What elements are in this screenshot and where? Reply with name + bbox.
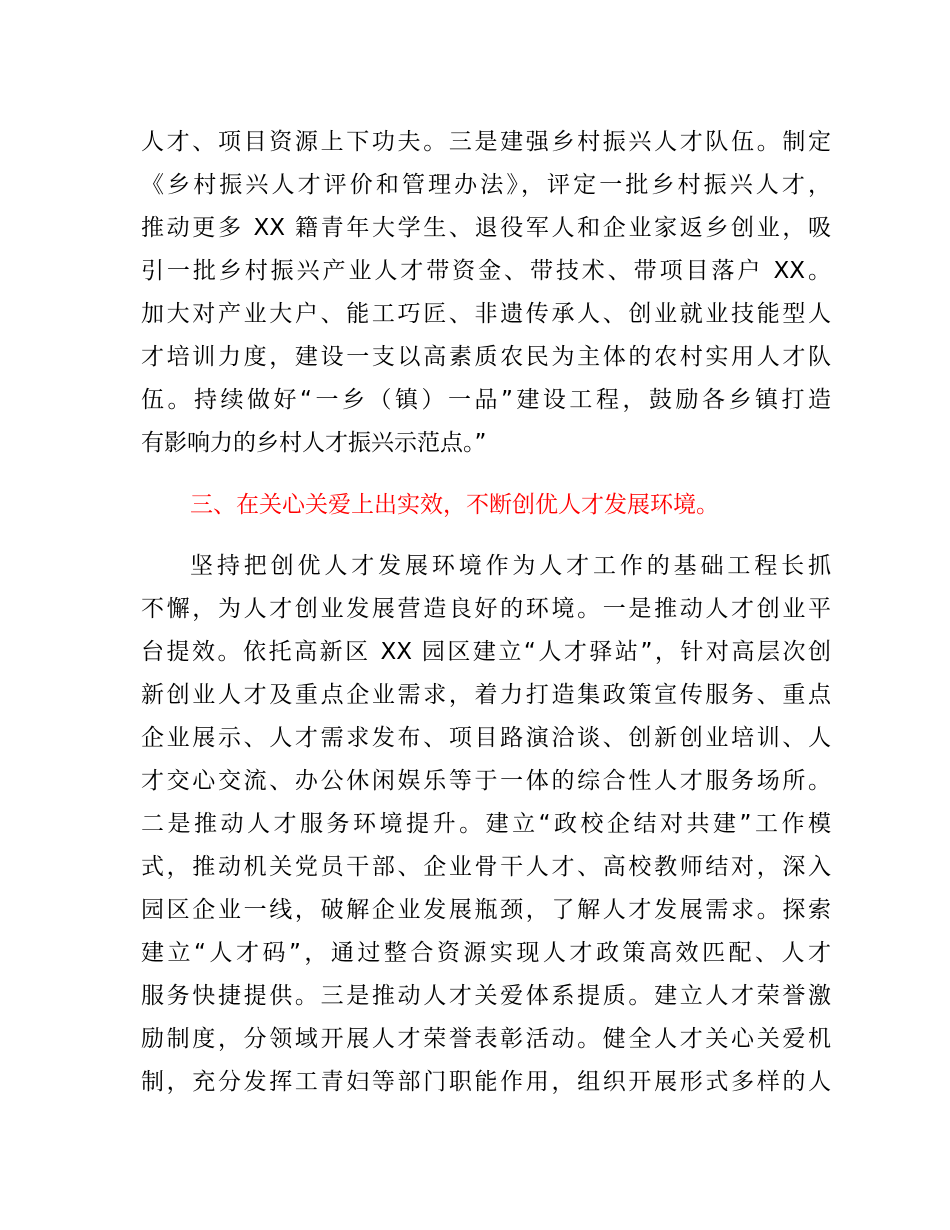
text-line: 新创业人才及重点企业需求，着力打造集政策宣传服务、重点 [141, 682, 831, 708]
text-line: 式，推动机关党员干部、企业骨干人才、高校教师结对，深入 [141, 854, 831, 880]
text-line: 台提效。依托高新区 XX 园区建立“人才驿站”，针对高层次创 [141, 639, 831, 665]
text-line: 企业展示、人才需求发布、项目路演洽谈、创新创业培训、人 [141, 725, 831, 751]
text-line: 励制度，分领域开展人才荣誉表彰活动。健全人才关心关爱机 [141, 1026, 831, 1052]
text-line: 推动更多 XX 籍青年大学生、退役军人和企业家返乡创业，吸 [141, 215, 831, 241]
text-line: 《乡村振兴人才评价和管理办法》，评定一批乡村振兴人才， [141, 172, 831, 198]
text-line: 有影响力的乡村人才振兴示范点。” [141, 430, 487, 456]
text-line: 服务快捷提供。三是推动人才关爱体系提质。建立人才荣誉激 [141, 983, 831, 1009]
text-line: 引一批乡村振兴产业人才带资金、带技术、带项目落户 XX。 [141, 258, 831, 284]
text-line: 建立“人才码”，通过整合资源实现人才政策高效匹配、人才 [141, 940, 831, 966]
text-line: 才交心交流、办公休闲娱乐等于一体的综合性人才服务场所。 [141, 768, 831, 794]
text-line: 坚持把创优人才发展环境作为人才工作的基础工程长抓 [190, 553, 831, 579]
text-line: 加大对产业大户、能工巧匠、非遗传承人、创业就业技能型人 [141, 301, 831, 327]
text-line: 制，充分发挥工青妇等部门职能作用，组织开展形式多样的人 [141, 1069, 831, 1095]
text-line: 伍。持续做好“一乡（镇）一品”建设工程，鼓励各乡镇打造 [141, 387, 831, 413]
text-line: 不懈，为人才创业发展营造良好的环境。一是推动人才创业平 [141, 596, 831, 622]
text-line: 二是推动人才服务环境提升。建立“政校企结对共建”工作模 [141, 811, 831, 837]
text-line: 园区企业一线，破解企业发展瓶颈，了解人才发展需求。探索 [141, 897, 831, 923]
section-heading: 三、在关心关爱上出实效，不断创优人才发展环境。 [190, 492, 719, 518]
text-line: 才培训力度，建设一支以高素质农民为主体的农村实用人才队 [141, 344, 831, 370]
text-line: 人才、项目资源上下功夫。三是建强乡村振兴人才队伍。制定 [141, 129, 831, 155]
